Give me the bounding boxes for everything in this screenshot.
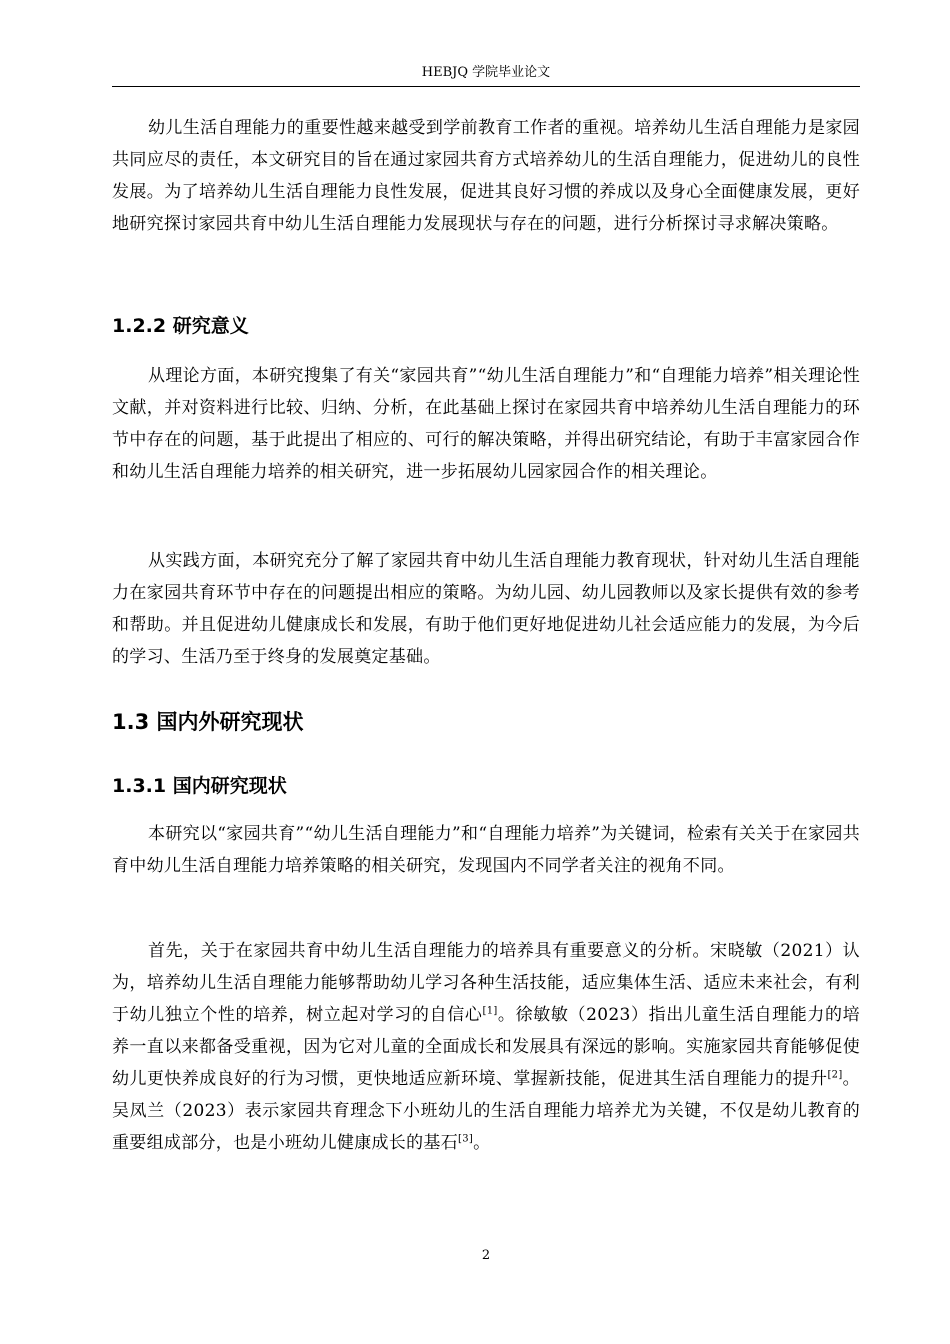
domestic-first-text-4: 。 (473, 1133, 491, 1153)
domestic-first-text-2: 。徐敏敏（2023）指出儿童生活自理能力的培养一直以来都备受重视，因为它对儿童的全面成长和发展具有深远的影响。实施家园共育能够促使幼儿更快养成良好的行为习惯，更快地适应新环境、掌握新技能，促进其生活自理能力的提升 (112, 1005, 860, 1089)
section-heading-1-2-2: 1.2.2 研究意义 (112, 315, 249, 337)
citation-2: [2] (827, 1069, 843, 1081)
section-heading-1-3-1: 1.3.1 国内研究现状 (112, 775, 287, 797)
page-number: 2 (481, 1248, 491, 1263)
page-header: HEBJQ 学院毕业论文 (421, 65, 551, 80)
citation-3: [3] (458, 1133, 474, 1145)
domestic-intro-paragraph: 本研究以“家园共育”“幼儿生活自理能力”和“自理能力培养”为关键词，检索有关关于在家园共育中幼儿生活自理能力培养策略的相关研究，发现国内不同学者关注的视角不同。 (112, 824, 860, 876)
intro-paragraph: 幼儿生活自理能力的重要性越来越受到学前教育工作者的重视。培养幼儿生活自理能力是家园共同应尽的责任，本文研究目的旨在通过家园共育方式培养幼儿的生活自理能力，促进幼儿的良性发展。为了培养幼儿生活自理能力良性发展，促进其良好习惯的养成以及身心全面健康发展，更好地研究探讨家园共育中幼儿生活自理能力发展现状与存在的问题，进行分析探讨寻求解决策略。 (112, 118, 860, 234)
significance-theory-paragraph: 从理论方面，本研究搜集了有关“家园共育”“幼儿生活自理能力”和“自理能力培养”相关理论性文献，并对资料进行比较、归纳、分析，在此基础上探讨在家园共育中培养幼儿生活自理能力的环节中存在的问题，基于此提出了相应的、可行的解决策略，并得出研究结论，有助于丰富家园合作和幼儿生活自理能力培养的相关研究，进一步拓展幼儿园家园合作的相关理论。 (112, 366, 860, 482)
significance-practice-paragraph: 从实践方面，本研究充分了解了家园共育中幼儿生活自理能力教育现状，针对幼儿生活自理能力在家园共育环节中存在的问题提出相应的策略。为幼儿园、幼儿园教师以及家长提供有效的参考和帮助。并且促进幼儿健康成长和发展，有助于他们更好地促进幼儿社会适应能力的发展，为今后的学习、生活乃至于终身的发展奠定基础。 (112, 551, 860, 667)
header-rule (112, 86, 860, 87)
domestic-first-text-1: 首先，关于在家园共育中幼儿生活自理能力的培养具有重要意义的分析。宋晓敏（2021）认为，培养幼儿生活自理能力能够帮助幼儿学习各种生活技能，适应集体生活、适应未来社会，有利于幼儿独立个性的培养，树立起对学习的自信心 (112, 941, 860, 1025)
domestic-first-text-3: 。吴凤兰（2023）表示家园共育理念下小班幼儿的生活自理能力培养尤为关键，不仅是幼儿教育的重要组成部分，也是小班幼儿健康成长的基石 (112, 1069, 860, 1153)
section-heading-1-3: 1.3 国内外研究现状 (112, 710, 304, 734)
citation-1: [1] (482, 1005, 498, 1017)
domestic-first-paragraph (112, 935, 860, 1159)
